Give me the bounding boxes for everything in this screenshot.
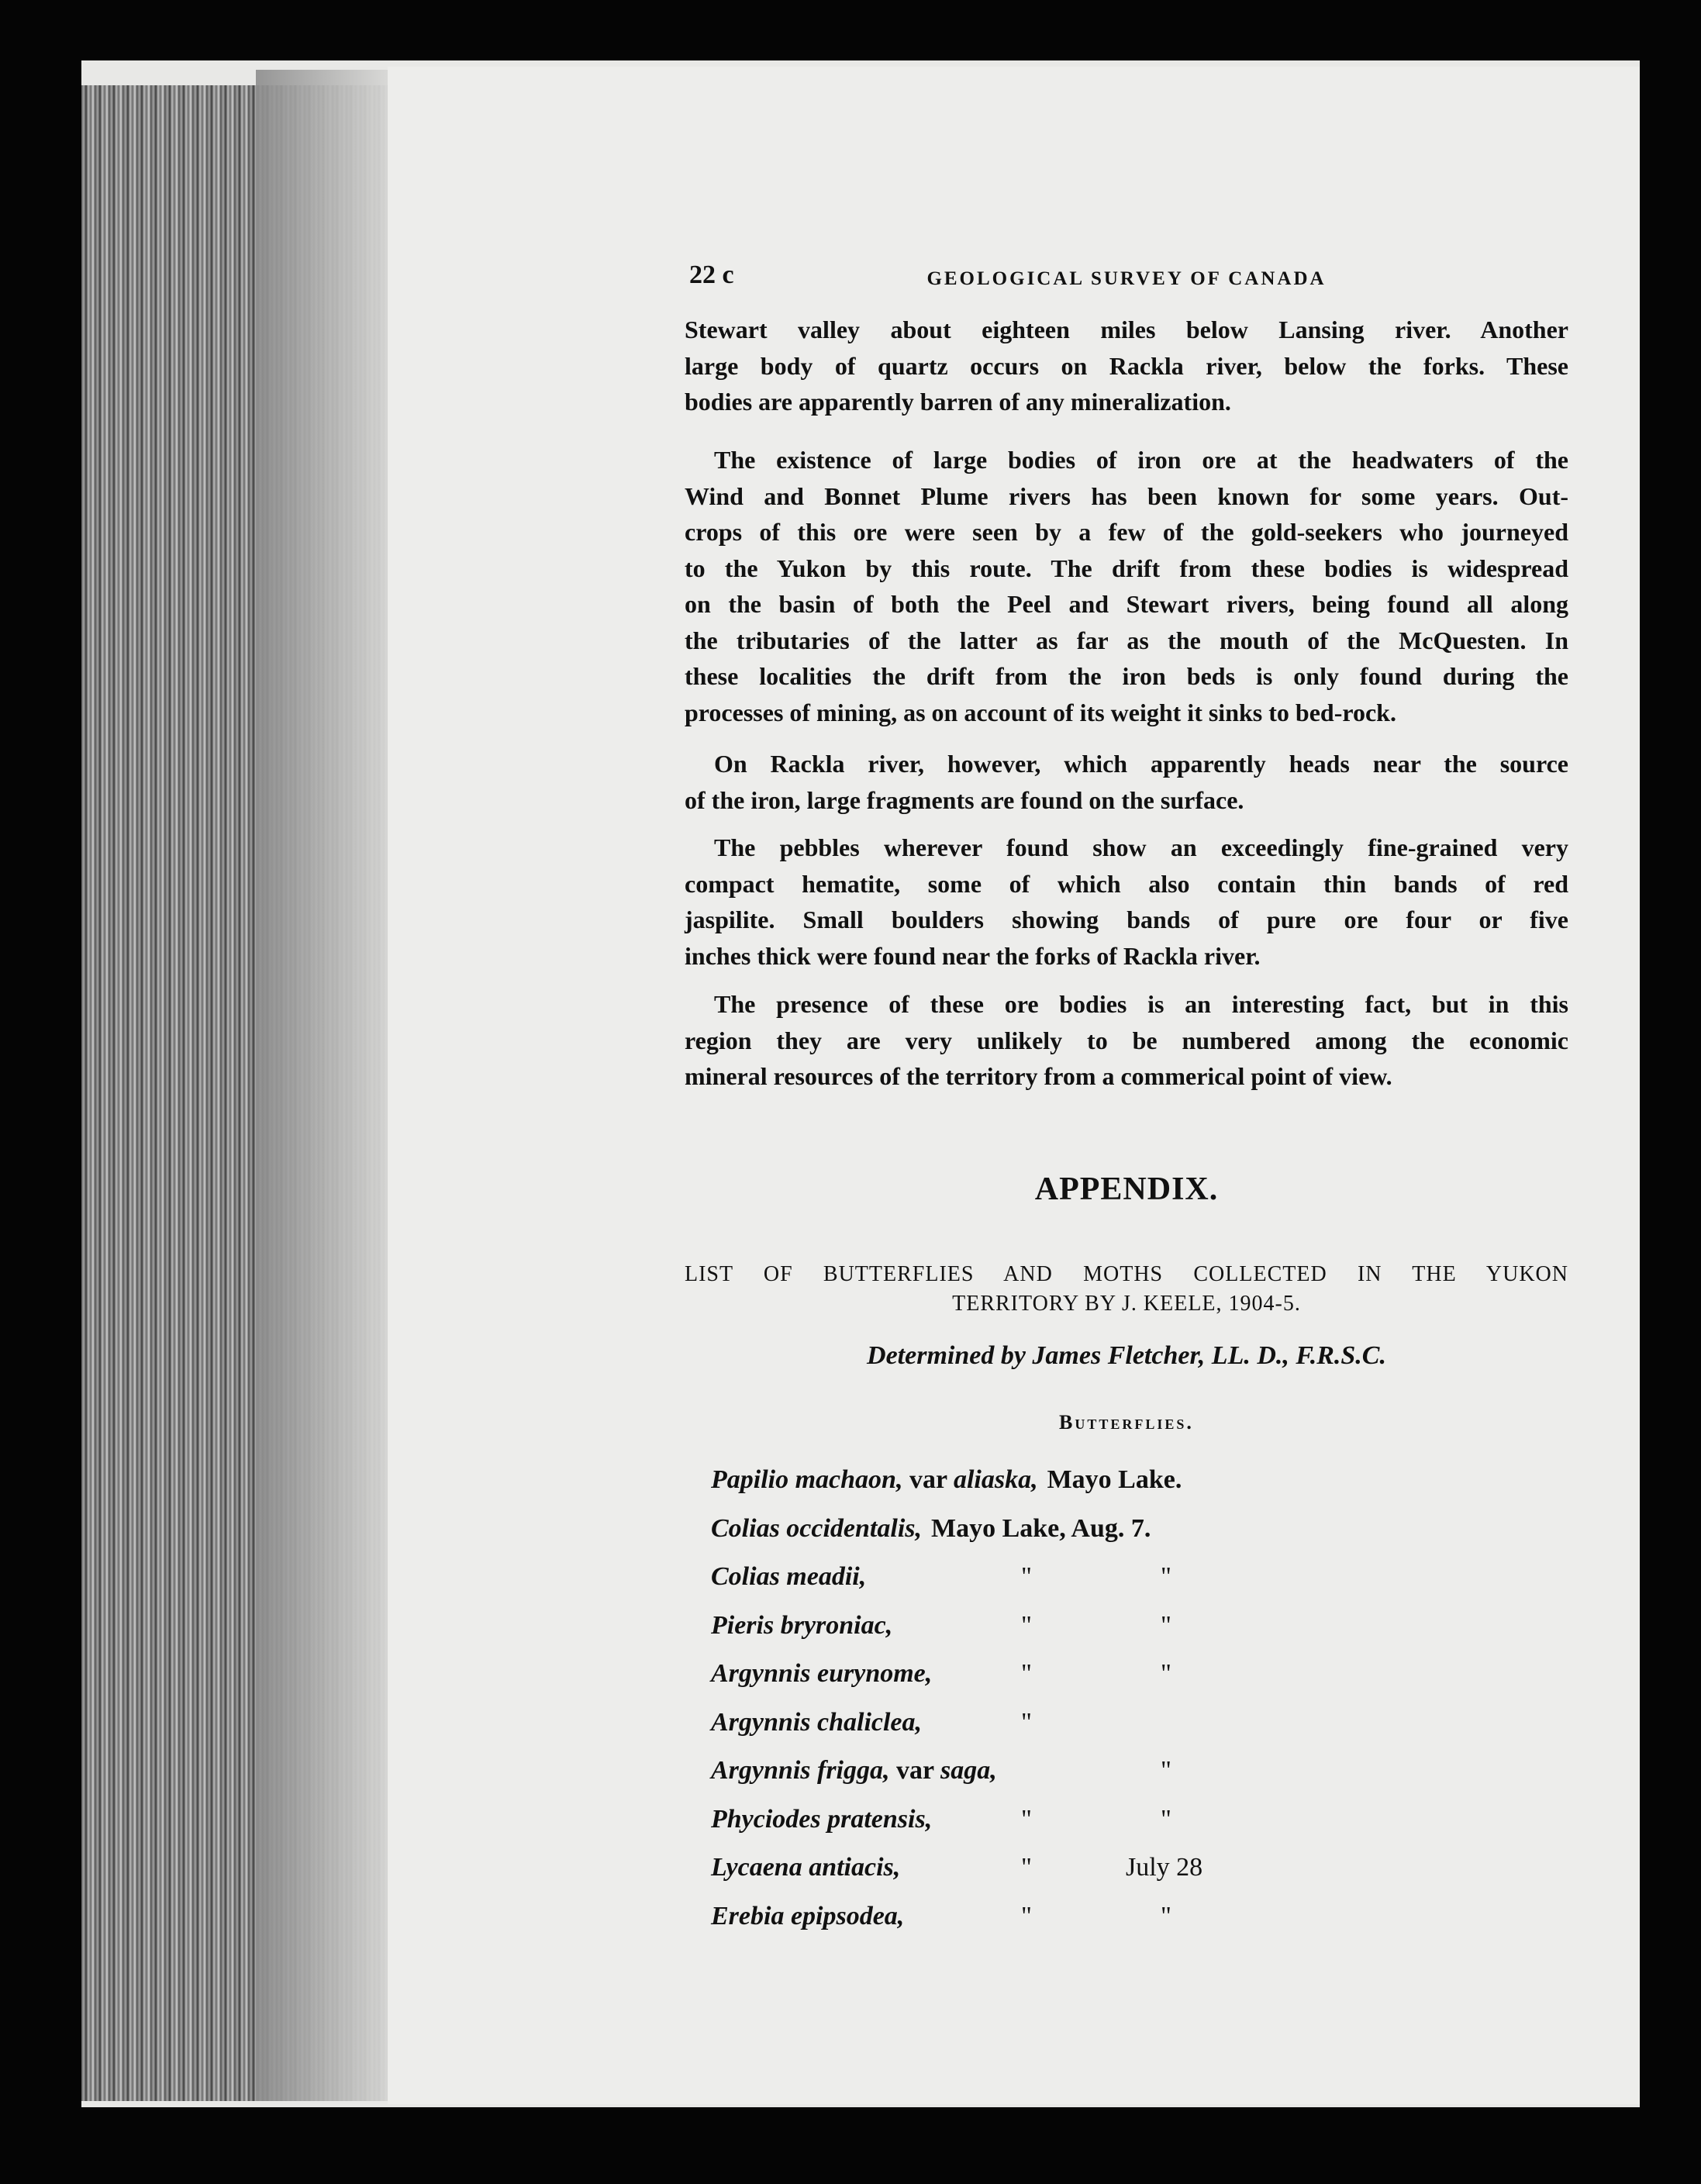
ditto-mark: " [1021,1804,1032,1834]
species-binomial: Pieris bryroniac, [711,1610,893,1640]
species-row [711,1611,1564,1650]
species-row [711,1853,1564,1892]
ditto-mark: " [1161,1610,1171,1640]
species-binomial: Argynnis eurynome, [711,1659,933,1688]
species-name [711,1805,932,1834]
species-row [711,1659,1564,1698]
paragraph-line: the tributaries of the latter as far as the mouth of the McQuesten. In [685,626,1568,654]
species-row [711,1465,1564,1504]
ditto-mark: " [1161,1659,1171,1688]
species-name [711,1902,904,1931]
paragraph [685,312,1568,420]
species-row [711,1902,1564,1941]
paragraph-line: processes of mining, as on account of its weight it sinks to bed-rock. [685,698,1396,726]
paragraph-line: on the basin of both the Peel and Stewart rivers, being found all along [685,590,1568,618]
ditto-mark: " [1021,1853,1032,1882]
paragraph-line: region they are very unlikely to be numbered among the economic [685,1026,1568,1054]
species-binomial: Colias meadii, [711,1562,867,1591]
ditto-mark: " [1021,1707,1032,1737]
species-row [711,1756,1564,1795]
species-binomial: Phyciodes pratensis, [711,1804,933,1834]
ditto-mark: " [1161,1756,1171,1785]
ditto-mark: " [1021,1659,1032,1688]
ditto-mark: " [1161,1901,1171,1930]
paragraph [685,442,1568,730]
ditto-mark: " [1161,1562,1171,1591]
page-edges-shadow [256,70,403,2101]
collection-date: July 28 [1126,1853,1203,1882]
variety-name: aliaska, [953,1465,1038,1494]
species-binomial: Erebia epipsodea, [711,1901,905,1930]
running-header [685,260,1568,292]
species-row [711,1708,1564,1747]
species-name [711,1514,1151,1544]
species-row [711,1562,1564,1601]
paragraph [685,746,1568,818]
species-binomial: Papilio machaon, [711,1465,903,1494]
ditto-mark: " [1021,1901,1032,1930]
ditto-mark: " [1021,1610,1032,1640]
running-title: GEOLOGICAL SURVEY OF CANADA [926,268,1327,289]
variety-name: saga, [940,1756,997,1785]
species-name [711,1611,892,1641]
species-binomial: Colias occidentalis, [711,1513,922,1543]
species-name [711,1756,997,1785]
species-name [711,1659,932,1689]
paragraph-line: The presence of these ore bodies is an interesting fact, but in this [714,990,1568,1018]
paragraph-line: The existence of large bodies of iron ore at the headwaters of the [714,446,1568,474]
paragraph [685,830,1568,974]
page-number: 22 c [689,260,734,289]
determined-by: Determined by James Fletcher, LL. D., F.R.S.C. [867,1341,1386,1370]
paragraph-line: mineral resources of the territory from a commerical point of view. [685,1062,1392,1090]
species-row [711,1805,1564,1844]
paragraph-line: inches thick were found near the forks of Rackla river. [685,941,1261,970]
species-name [711,1853,900,1882]
variety-prefix: var [889,1756,940,1785]
list-title [685,1260,1568,1319]
species-name [711,1465,1182,1495]
paragraph [685,986,1568,1095]
paragraph-line: large body of quartz occurs on Rackla river, below the forks. These [685,351,1568,380]
paragraph-line: jaspilite. Small boulders showing bands of pure ore four or five [685,906,1568,933]
paragraph-line: crops of this ore were seen by a few of the gold-seekers who journeyed [685,518,1568,546]
ditto-mark: " [1021,1562,1032,1591]
variety-prefix: var [902,1465,954,1494]
species-row [711,1514,1564,1553]
paragraph-line: The pebbles wherever found show an exceedingly fine-grained very [714,833,1568,861]
paragraph-line: Wind and Bonnet Plume rivers has been known for some years. Out- [685,481,1568,510]
list-title-line: TERRITORY BY J. KEELE, 1904-5. [952,1292,1301,1316]
paragraph-line: compact hematite, some of which also contain thin bands of red [685,869,1568,898]
paragraph-line: On Rackla river, however, which apparently heads near the source [714,750,1568,778]
species-binomial: Argynnis chaliclea, [711,1707,923,1737]
species-binomial: Lycaena antiacis, [711,1853,901,1882]
collection-location: Mayo Lake. [1047,1465,1182,1494]
paragraph-line: Stewart valley about eighteen miles below Lansing river. Another [685,316,1568,343]
paragraph-line: these localities the drift from the iron beds is only found during the [685,662,1568,690]
section-heading: Butterflies. [1059,1411,1194,1434]
collection-location: Mayo Lake, Aug. 7. [931,1513,1151,1543]
ditto-mark: " [1161,1804,1171,1834]
paragraph-line: of the iron, large fragments are found on the surface. [685,785,1244,814]
species-name [711,1562,866,1592]
paragraph-line: bodies are apparently barren of any mineralization. [685,388,1231,416]
appendix-title: APPENDIX. [1034,1171,1219,1207]
list-title-line: LIST OF BUTTERFLIES AND MOTHS COLLECTED IN THE YUKON [685,1262,1568,1286]
paragraph-line: to the Yukon by this route. The drift from these bodies is widespread [685,554,1568,582]
species-binomial: Argynnis frigga, [711,1756,890,1785]
species-name [711,1708,922,1737]
